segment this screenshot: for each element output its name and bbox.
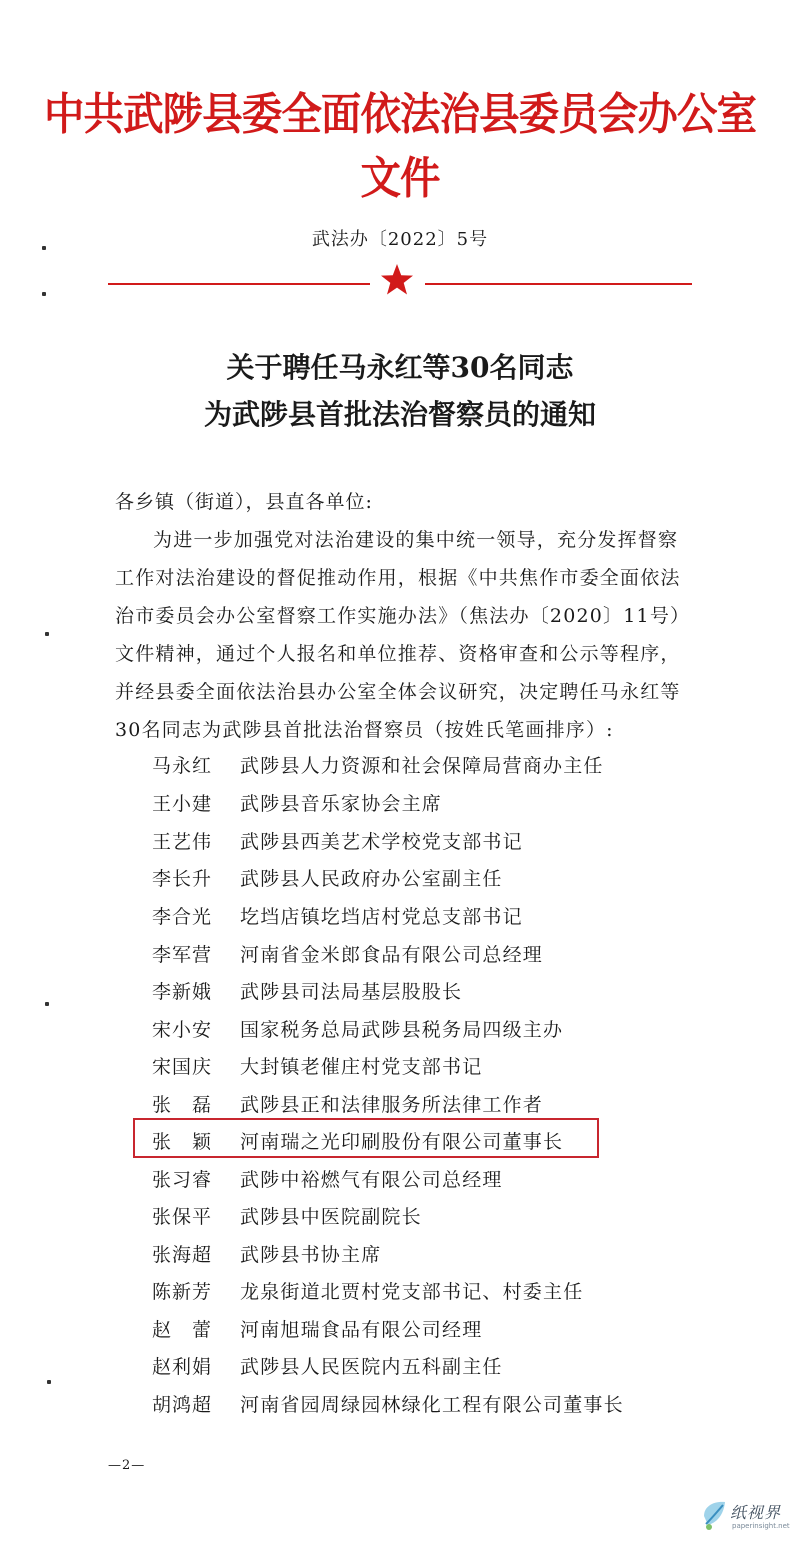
binding-dot — [42, 246, 46, 250]
member-role: 武陟县音乐家协会主席 — [240, 793, 443, 815]
document-number: 武法办〔2022〕5号 — [311, 229, 489, 250]
binding-dot — [42, 292, 46, 296]
watermark-logo — [700, 1498, 792, 1534]
member-role: 大封镇老催庄村党支部书记 — [240, 1056, 483, 1078]
paragraph-line: 为进一步加强党对法治建设的集中统一领导，充分发挥督察 — [153, 529, 679, 551]
list-item — [152, 1240, 381, 1266]
list-item — [152, 751, 604, 777]
paragraph-line: 文件精神，通过个人报名和单位推荐、资格审查和公示等程序， — [115, 643, 681, 665]
member-role: 武陟县人力资源和社会保障局营商办主任 — [240, 755, 604, 777]
member-role: 武陟县人民医院内五科副主任 — [240, 1356, 503, 1378]
member-name: 赵利娟 — [152, 1356, 213, 1378]
list-item — [152, 940, 543, 966]
red-star-icon — [380, 263, 414, 297]
binding-dot — [45, 632, 49, 636]
member-name: 李长升 — [152, 868, 213, 890]
member-role: 武陟县司法局基层股股长 — [240, 981, 463, 1003]
member-name: 王小建 — [152, 793, 213, 815]
member-name: 胡鸿超 — [152, 1394, 213, 1416]
red-rule-right — [425, 283, 692, 285]
list-item — [152, 1052, 482, 1078]
member-role: 武陟县人民政府办公室副主任 — [240, 868, 503, 890]
notice-title-line-2: 为武陟县首批法治督察员的通知 — [203, 398, 596, 431]
watermark-text: 纸视界 — [730, 1503, 782, 1522]
list-item — [152, 789, 442, 815]
member-role: 武陟县中医院副院长 — [240, 1206, 422, 1228]
list-item — [152, 1202, 422, 1228]
red-header-title: 中共武陟县委全面依法治县委员会办公室文件 — [43, 89, 757, 204]
member-role: 武陟县正和法律服务所法律工作者 — [240, 1094, 544, 1116]
list-item — [152, 977, 462, 1003]
binding-dot — [45, 1002, 49, 1006]
member-name: 张保平 — [152, 1206, 213, 1228]
paragraph-line: 治市委员会办公室督察工作实施办法》（焦法办〔2020〕11号） — [115, 605, 691, 627]
member-name: 王艺伟 — [152, 831, 213, 853]
paragraph-line: 并经县委全面依法治县办公室全体会议研究，决定聘任马永红等 — [115, 681, 681, 703]
member-name: 李合光 — [152, 906, 213, 928]
member-name: 陈新芳 — [152, 1281, 213, 1303]
member-name: 赵 蕾 — [152, 1319, 213, 1341]
member-name: 李军营 — [152, 944, 213, 966]
list-item — [152, 864, 503, 890]
list-item — [152, 1277, 583, 1303]
red-rule-left — [108, 283, 370, 285]
member-role: 龙泉街道北贾村党支部书记、村委主任 — [240, 1281, 584, 1303]
list-item — [152, 827, 523, 853]
binding-dot — [47, 1380, 51, 1384]
member-role: 圪垱店镇圪垱店村党总支部书记 — [240, 906, 523, 928]
salutation: 各乡镇（街道），县直各单位: — [115, 491, 373, 513]
member-role: 河南旭瑞食品有限公司经理 — [240, 1319, 483, 1341]
member-role: 武陟县西美艺术学校党支部书记 — [240, 831, 523, 853]
page-number: —2— — [108, 1458, 146, 1473]
member-role: 国家税务总局武陟县税务局四级主办 — [240, 1019, 564, 1041]
list-item — [152, 1015, 563, 1041]
member-role: 河南省园周绿园林绿化工程有限公司董事长 — [240, 1394, 624, 1416]
member-role: 河南省金米郎食品有限公司总经理 — [240, 944, 544, 966]
list-item — [152, 902, 523, 928]
list-item — [152, 1165, 503, 1191]
member-name: 马永红 — [152, 755, 213, 777]
list-item — [152, 1315, 482, 1341]
member-role: 河南瑞之光印刷股份有限公司董事长 — [240, 1131, 564, 1153]
watermark-leaf-icon — [700, 1498, 730, 1532]
list-item — [152, 1352, 503, 1378]
paragraph-line: 工作对法治建设的督促推动作用，根据《中共焦作市委全面依法 — [115, 567, 681, 589]
member-name: 张 颖 — [152, 1131, 213, 1153]
member-name: 宋小安 — [152, 1019, 213, 1041]
member-name: 李新娥 — [152, 981, 213, 1003]
list-item-highlighted — [152, 1127, 563, 1153]
member-name: 宋国庆 — [152, 1056, 213, 1078]
member-name: 张海超 — [152, 1244, 213, 1266]
member-name: 张习睿 — [152, 1169, 213, 1191]
member-role: 武陟中裕燃气有限公司总经理 — [240, 1169, 503, 1191]
watermark-url: paperinsight.net — [732, 1522, 790, 1530]
list-item — [152, 1390, 624, 1416]
list-item — [152, 1090, 543, 1116]
paragraph-line: 30名同志为武陟县首批法治督察员（按姓氏笔画排序）: — [115, 719, 614, 741]
member-name: 张 磊 — [152, 1094, 213, 1116]
member-role: 武陟县书协主席 — [240, 1244, 382, 1266]
notice-title-line-1: 关于聘任马永红等30名同志 — [226, 351, 574, 384]
